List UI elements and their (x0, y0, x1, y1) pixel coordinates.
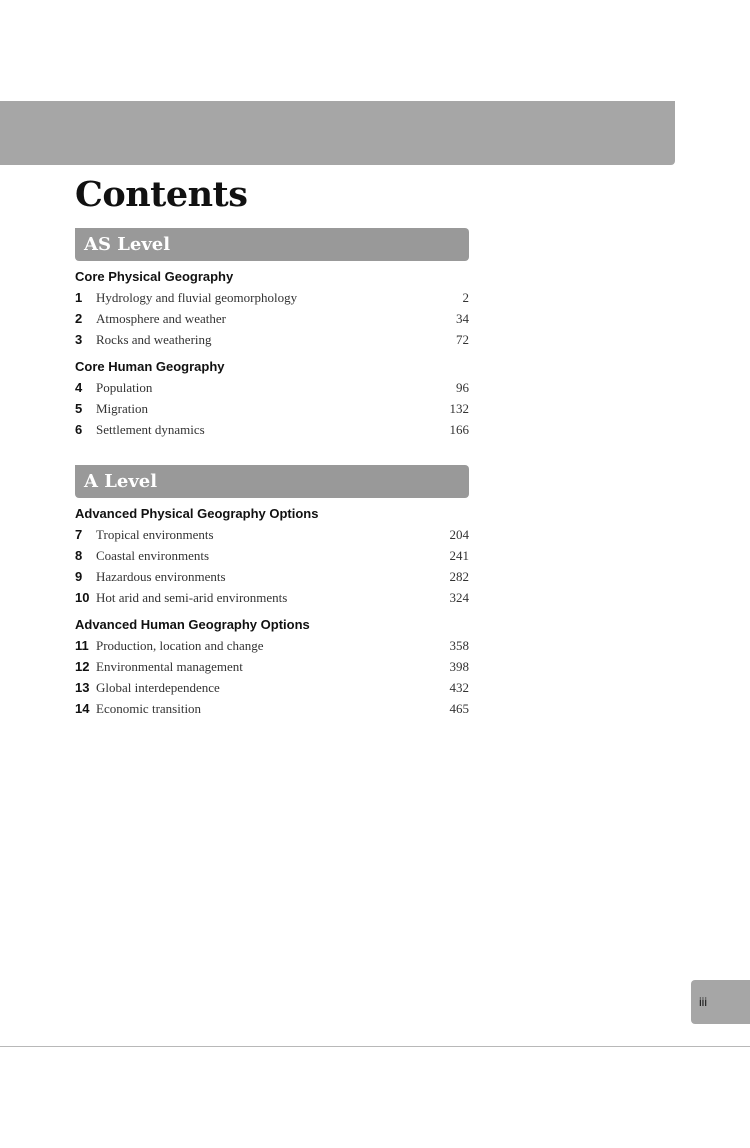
chapter-number: 4 (75, 380, 83, 395)
chapter-number: 10 (75, 590, 90, 605)
chapter-title: Coastal environments (96, 548, 210, 563)
chapter-title: Hot arid and semi-arid environments (96, 590, 288, 605)
page-number: 241 (449, 548, 469, 563)
chapter-title: Hydrology and fluvial geomorphology (96, 290, 298, 305)
toc-entry[interactable] (75, 398, 469, 419)
page-number: 2 (462, 290, 469, 305)
page-number: 132 (449, 401, 469, 416)
chapter-number: 1 (75, 290, 83, 305)
a-level-heading: A Level (75, 465, 469, 498)
chapter-number: 11 (75, 638, 89, 653)
chapter-number: 3 (75, 332, 83, 347)
toc-entry[interactable] (75, 329, 469, 350)
a-level-section (75, 465, 469, 719)
page-number: 398 (449, 659, 469, 674)
page-number: 166 (449, 422, 469, 437)
chapter-number: 8 (75, 548, 83, 563)
chapter-number: 14 (75, 701, 90, 716)
chapter-title: Hazardous environments (96, 569, 226, 584)
chapter-number: 6 (75, 422, 83, 437)
toc-entry[interactable] (75, 524, 469, 545)
page-number-tab: iii (691, 980, 750, 1024)
toc-entry[interactable] (75, 287, 469, 308)
chapter-title: Settlement dynamics (96, 422, 205, 437)
toc-entry[interactable] (75, 587, 469, 608)
chapter-number: 9 (75, 569, 83, 584)
group-heading-core-physical: Core Physical Geography (75, 269, 234, 284)
page-number: 324 (449, 590, 469, 605)
toc-entry[interactable] (75, 566, 469, 587)
chapter-title: Production, location and change (96, 638, 264, 653)
toc-entry[interactable] (75, 656, 469, 677)
chapter-number: 13 (75, 680, 90, 695)
chapter-number: 5 (75, 401, 83, 416)
chapter-number: 7 (75, 527, 83, 542)
chapter-title: Tropical environments (96, 527, 214, 542)
toc-entry[interactable] (75, 419, 469, 440)
toc-entry[interactable] (75, 698, 469, 719)
as-level-heading: AS Level (75, 228, 469, 261)
page-number: 204 (449, 527, 469, 542)
group-heading-advanced-human: Advanced Human Geography Options (75, 617, 310, 632)
page-number: 358 (449, 638, 469, 653)
page-number: 96 (456, 380, 469, 395)
chapter-title: Global interdependence (96, 680, 220, 695)
footer-divider (0, 1046, 750, 1047)
as-level-section (75, 228, 469, 440)
chapter-number: 2 (75, 311, 83, 326)
toc-entry[interactable] (75, 377, 469, 398)
chapter-title: Economic transition (96, 701, 202, 716)
page-number: 432 (449, 680, 469, 695)
chapter-title: Environmental management (96, 659, 243, 674)
toc-entry[interactable] (75, 308, 469, 329)
page-number: 72 (456, 332, 469, 347)
chapter-title: Rocks and weathering (96, 332, 212, 347)
toc-entry[interactable] (75, 677, 469, 698)
chapter-title: Population (96, 380, 153, 395)
toc-entry[interactable] (75, 635, 469, 656)
chapter-title: Migration (96, 401, 148, 416)
page-number: 282 (449, 569, 469, 584)
toc-entry[interactable] (75, 545, 469, 566)
page-title: Contents (75, 174, 248, 215)
chapter-title: Atmosphere and weather (96, 311, 226, 326)
group-heading-core-human: Core Human Geography (75, 359, 225, 374)
header-band (0, 101, 675, 165)
page-number: 465 (449, 701, 469, 716)
page-number: 34 (456, 311, 469, 326)
group-heading-advanced-physical: Advanced Physical Geography Options (75, 506, 319, 521)
chapter-number: 12 (75, 659, 90, 674)
